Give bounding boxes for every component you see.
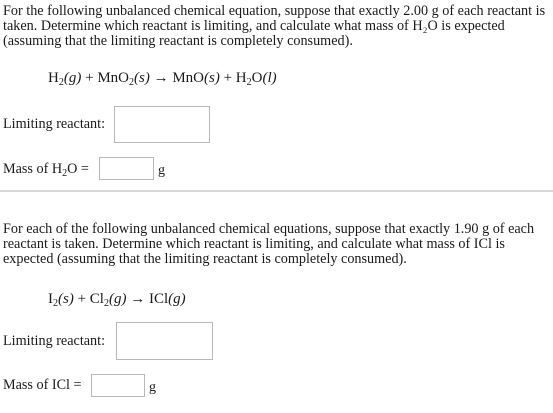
question-1-prompt: For the following unbalanced chemical equation, suppose that exactly 2.00 g of each reactant is taken. Determine which reactant is limiting, and calculate what mass of H₂O is expected (assuming that the limiting reactant is completely consumed). [3,3,546,49]
mass-h2o-input[interactable] [99,157,154,180]
limiting-reactant-input-1[interactable] [114,106,210,143]
limiting-reactant-label-1: Limiting reactant: [3,116,106,132]
question-2-panel [0,192,553,413]
mass-unit-2: g [149,380,156,395]
question-2-equation: $I_2(s) + Cl_2(g) \to ICl(g)$ [48,291,186,309]
limiting-reactant-label-2: Limiting reactant: [3,333,106,349]
mass-icl-input[interactable] [91,374,145,397]
question-1-panel [0,0,553,190]
question-2-prompt: For each of the following unbalanced chemical equations, suppose that exactly 1.90 g of each reactant is taken. Determine which reactant is limiting, and calculate what mass of ICl is expected (assuming that the limiting reactant is completely consumed). [3,221,535,267]
question-1-equation: $H_2(g) + MnO_2(s) \to MnO(s) + H_2O(l)$ [48,70,277,88]
mass-icl-label: Mass of ICl = [3,377,82,393]
mass-unit-1: g [158,163,165,178]
mass-h2o-label: Mass of $H_2O$ = [3,161,89,179]
limiting-reactant-input-2[interactable] [116,322,213,360]
